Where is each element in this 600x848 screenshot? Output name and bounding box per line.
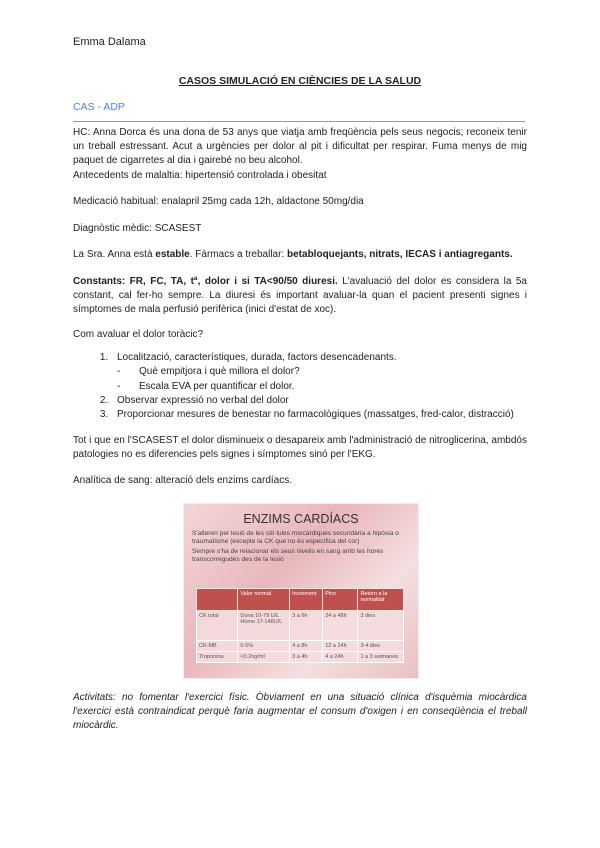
slide-title: ENZIMS CARDÍACS	[243, 512, 359, 526]
list-item: 3. Proporcionar mesures de benestar no farmacològiques (massatges, fred-calor, distracció)	[111, 408, 527, 422]
table-cell: 1 a 3 setmanes	[358, 652, 404, 663]
table-cell: 3 a 4h	[290, 652, 323, 663]
analytics-text: Analítica de sang: alteració dels enzims cardíacs.	[73, 475, 292, 486]
table-cell: CK-MB	[197, 641, 238, 652]
divider	[73, 121, 525, 122]
constants-paragraph	[73, 275, 527, 318]
enzymes-table	[196, 588, 404, 663]
table-cell: 4 a 8h	[290, 641, 323, 652]
drugs-bold: betabloquejants, nitrats, IECAS i antiagregants.	[287, 249, 513, 260]
table-header-row	[197, 589, 404, 611]
text: . Fàrmacs a treballar:	[189, 249, 288, 260]
table-cell: 24 a 48h	[323, 611, 358, 641]
drugs-paragraph	[73, 248, 527, 262]
constants-bold: Constants: FR, FC, TA, tª, dolor i si TA<90/50 diuresi.	[73, 276, 338, 287]
scasest-paragraph: Tot i que en l'SCASEST el dolor disminueix o desapareix amb l'administració de nitroglicerina, ambdós patologies no es diferencies pels signes i símptomes sinó per l'EKG.	[73, 435, 527, 461]
list-item: 2. Observar expressió no verbal del dolor	[111, 394, 527, 408]
column-header	[197, 589, 238, 611]
table-cell: 12 a 24h	[323, 641, 358, 652]
text: La Sra. Anna està	[73, 249, 156, 260]
constants-text: L'avaluació del dolor es considera la 5a constant, cal fer-ho sempre. La diuresi és important avaluar-la quan el pacient presenti signes i símptomes de mala perfusió perifèrica (inici d'estat de xoc).	[73, 276, 527, 316]
column-header: Pico	[323, 589, 358, 611]
hc-text: HC: Anna Dorca és una dona de 53 anys que viatja amb freqüència pels seus negocis; reconeix tenir un treball estressant. Acut a urgències per dolor al pit i dificultat per respirar. Fuma menys de mig paquet de cigarretes al dia i gairebé no beu alcohol.	[73, 127, 527, 167]
table-cell: 0-5%	[238, 641, 290, 652]
column-header: Retorn a la normalitat	[358, 589, 404, 611]
antecedents-text: Antecedents de malaltia: hipertensió controlada i obesitat	[73, 169, 327, 181]
sub-list-item: - Escala EVA per quantificar el dolor.	[133, 380, 527, 394]
table-cell: 3 dies	[358, 611, 404, 641]
slide-bullet: S'alteren per lesió de les cèl·lules miocàrdiques secundària a hipòxia o traumatisme (excepte la CK que no és específica del cor)	[192, 530, 399, 545]
table-cell: Dona 10-79 U/L Home 17-148U/L	[238, 611, 290, 641]
list-item-text: Localització, característiques, durada, factors desencadenants.	[117, 352, 397, 363]
question-text: Com avaluar el dolor toràcic?	[73, 329, 204, 340]
table-row	[197, 641, 404, 652]
section-heading: CAS - ADP	[73, 101, 125, 113]
table-cell: <0.2ng/ml	[238, 652, 290, 663]
medication-text: Medicació habitual: enalapril 25mg cada 12h, aldactone 50mg/dia	[73, 196, 364, 207]
author-name: Emma Dalama	[73, 36, 146, 48]
diagnosis-text: Diagnòstic mèdic: SCASEST	[73, 223, 202, 234]
column-header: Increment	[290, 589, 323, 611]
table-cell: 3-4 dies	[358, 641, 404, 652]
slide-bullet: Sempre s'ha de relacionar els seus nivells en sang amb les hores transcorregudes des de la lesió	[192, 548, 384, 563]
table-row	[197, 611, 404, 641]
column-header: Valor normal	[238, 589, 290, 611]
activities-paragraph: Activitats: no fomentar l'exercici físic. Òbviament en una situació clínica d'isquèmia miocàrdica l'exercici està contraindicat perquè faria augmentar el consum d'oxigen i en conseqüència el treball miocàrdic.	[73, 692, 527, 732]
table-cell: Troponina	[197, 652, 238, 663]
stable-bold: estable	[155, 249, 190, 260]
table-cell: CK total	[197, 611, 238, 641]
document-title: CASOS SIMULACIÓ EN CIÈNCIES DE LA SALUD	[178, 75, 422, 87]
hc-paragraph	[73, 126, 527, 183]
list-item	[111, 351, 527, 394]
evaluation-list	[73, 351, 527, 422]
sub-list-item: - Què empitjora i què millora el dolor?	[133, 365, 527, 379]
table-cell: 4 a 24h	[323, 652, 358, 663]
table-row	[197, 652, 404, 663]
table-cell: 3 a 6h	[290, 611, 323, 641]
cardiac-enzymes-slide-image	[183, 503, 419, 679]
